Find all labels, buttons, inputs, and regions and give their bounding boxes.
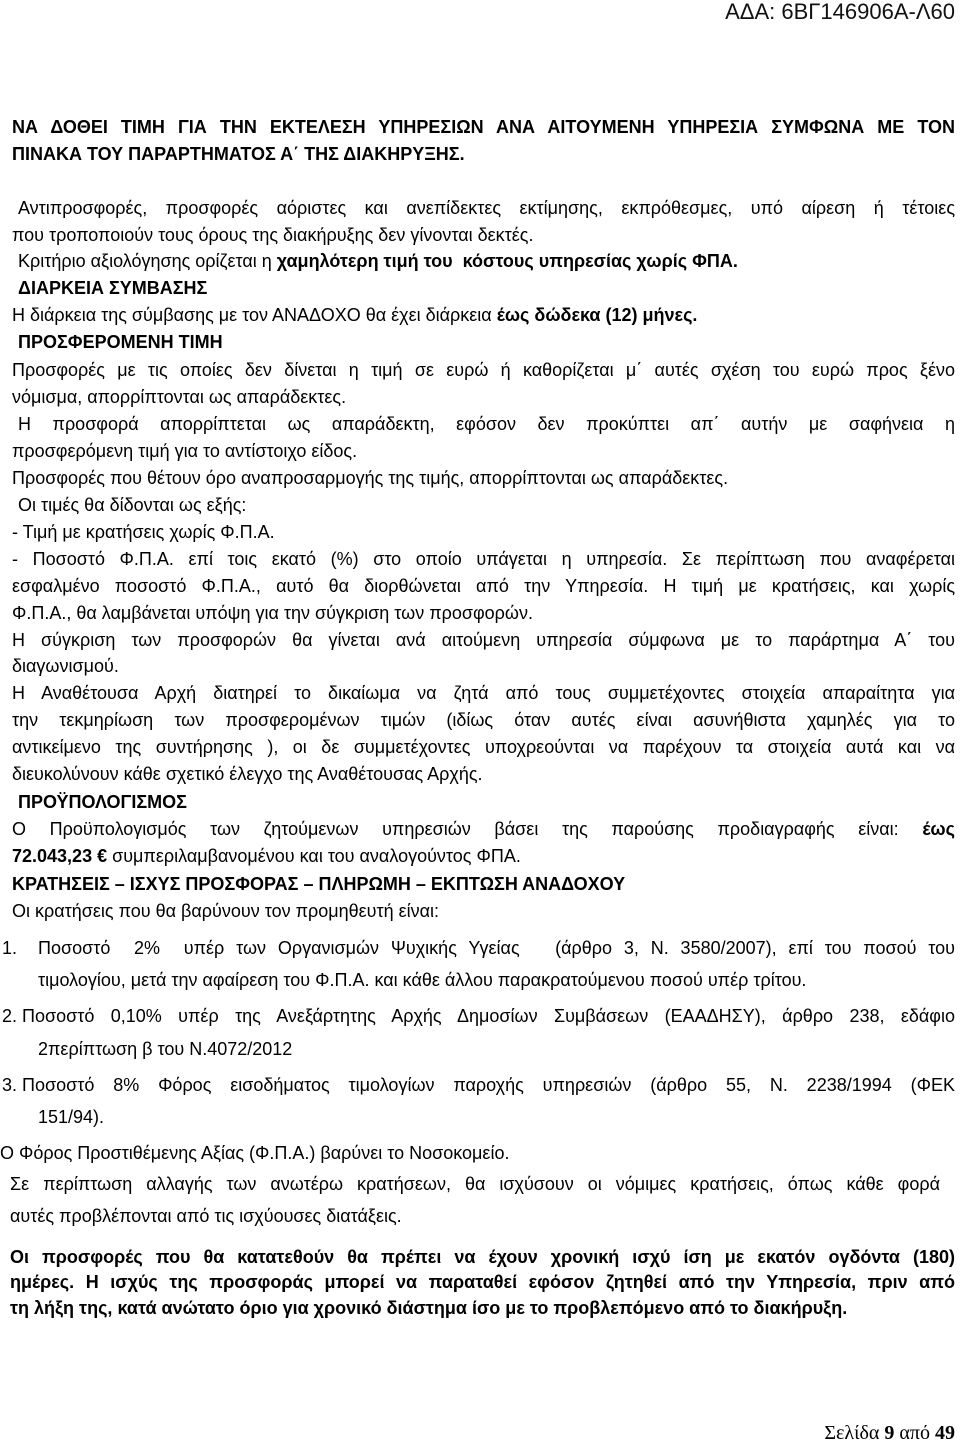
currency-rule-line: νόμισμα, απορρίπτονται ως απαράδεκτες.: [12, 387, 347, 407]
item-text: Ποσοστό 2% υπέρ των Οργανισμών Ψυχικής Υγείας (άρθρο 3, Ν. 3580/2007), επί του ποσού του: [38, 938, 955, 958]
change-note-line: αυτές προβλέπονται από τις ισχύουσες διατάξεις.: [10, 1206, 402, 1226]
duration-emphasis: έως δώδεκα (12) μήνες.: [496, 305, 698, 325]
budget-line: [12, 843, 521, 869]
section-heading: ΚΡΑΤΗΣΕΙΣ – ΙΣΧΥΣ ΠΡΟΣΦΟΡΑΣ – ΠΛΗΡΩΜΗ – ΕΚΠΤΩΣΗ ΑΝΑΔΟΧΟΥ: [12, 874, 626, 894]
page-number: [824, 1421, 955, 1445]
award-criterion-text: Κριτήριο αξιολόγησης ορίζεται η: [18, 251, 277, 271]
current-page: 9: [884, 1422, 895, 1444]
withholdings-intro: Οι κρατήσεις που θα βαρύνουν τον προμηθευτή είναι:: [12, 901, 440, 921]
section-heading: ΠΡΟΣΦΕΡΟΜΕΝΗ ΤΙΜΗ: [18, 332, 223, 352]
validity-line: τη λήξη της, κατά ανώτατο όριο για χρονικό διάστημα ίσο με το προβλεπόμενο από το διακήρυξη.: [10, 1298, 848, 1318]
section-heading: ΠΡΟΫΠΟΛΟΓΙΣΜΟΣ: [18, 792, 187, 812]
comparison-line: Η σύγκριση των προσφορών θα γίνεται ανά αιτούμενη υπηρεσία σύμφωνα με το παράρτημα Α΄ του: [12, 630, 955, 650]
vat-item-line: Φ.Π.Α., θα λαμβάνεται υπόψη για την σύγκριση των προσφορών.: [12, 603, 533, 623]
budget-line: [12, 816, 955, 842]
section-heading: ΔΙΑΡΚΕΙΑ ΣΥΜΒΑΣΗΣ: [18, 278, 208, 298]
vat-item-line: - Ποσοστό Φ.Π.Α. επί τοις εκατό (%) στο οποίο υπάγεται η υπηρεσία. Σε περίπτωση που αναφέρεται: [12, 549, 955, 569]
withholding-item: [2, 1072, 955, 1098]
item-number: 3.: [2, 1075, 18, 1095]
withholding-item: [2, 935, 955, 961]
withholding-item-continuation: τιμολογίου, μετά την αφαίρεση του Φ.Π.Α. και κάθε άλλου παρακρατούμενου ποσού υπέρ τρίτου.: [38, 970, 807, 990]
validity-line: ημέρες. Η ισχύς της προσφοράς μπορεί να παραταθεί εφόσον ζητηθεί από την Υπηρεσία, πριν από: [10, 1272, 955, 1292]
vat-note: Ο Φόρος Προστιθέμενης Αξίας (Φ.Π.Α.) βαρύνει το Νοσοκομείο.: [0, 1143, 510, 1163]
comparison-line: διαγωνισμού.: [12, 656, 119, 676]
budget-upto: έως: [922, 819, 955, 839]
clarity-rule-line: Η προσφορά απορρίπτεται ως απαράδεκτη, εφόσον δεν προκύπτει απ΄ αυτήν με σαφήνεια η: [18, 414, 955, 434]
rejection-line: Αντιπροσφορές, προσφορές αόριστες και ανεπίδεκτες εκτίμησης, εκπρόθεσμες, υπό αίρεση ή τέτοιες: [18, 198, 955, 218]
price-requirement-line: ΠΙΝΑΚΑ ΤΟΥ ΠΑΡΑΡΤΗΜΑΤΟΣ Α΄ ΤΗΣ ΔΙΑΚΗΡΥΞΗΣ.: [12, 144, 465, 164]
item-number: 1.: [2, 938, 18, 958]
authority-rights-line: διευκολύνουν κάθε σχετικό έλεγχο της Αναθέτουσας Αρχής.: [12, 764, 483, 784]
item-number: 2.: [2, 1006, 18, 1026]
authority-rights-line: αντικείμενο της συντήρησης ), οι δε συμμετέχοντες υποχρεούνται να παρέχουν τα στοιχεία αυτά και να: [12, 737, 955, 757]
currency-rule-line: Προσφορές με τις οποίες δεν δίνεται η τιμή σε ευρώ ή καθορίζεται μ΄ αυτές σχέση του ευρώ προς ξένο: [12, 360, 955, 380]
price-format-item: - Τιμή με κρατήσεις χωρίς Φ.Π.Α.: [12, 522, 275, 542]
award-criterion-emphasis: χαμηλότερη τιμή του κόστους υπηρεσίας χωρίς ΦΠΑ.: [276, 251, 738, 271]
authority-rights-line: Η Αναθέτουσα Αρχή διατηρεί το δικαίωμα να ζητά από τους συμμετέχοντες στοιχεία απαραίτητα για: [12, 683, 955, 703]
budget-suffix: συμπεριλαμβανομένου και του αναλογούντος ΦΠΑ.: [107, 846, 521, 866]
page-label: Σελίδα: [824, 1422, 880, 1444]
item-text: Ποσοστό 0,10% υπέρ της Ανεξάρτητης Αρχής Δημοσίων Συμβάσεων (ΕΑΑΔΗΣΥ), άρθρο 238, εδάφιο: [22, 1006, 955, 1026]
withholding-item-continuation: 2περίπτωση β του Ν.4072/2012: [38, 1039, 293, 1059]
total-pages: 49: [935, 1422, 955, 1444]
withholding-item: [2, 1003, 955, 1029]
contract-duration-text: [12, 302, 697, 328]
vat-item-line: εσφαλμένο ποσοστό Φ.Π.Α., αυτό θα διορθώνεται από την Υπηρεσία. Η τιμή με κρατήσεις, και χωρίς: [12, 576, 955, 596]
award-criterion: [18, 248, 738, 274]
item-text: Ποσοστό 8% Φόρος εισοδήματος τιμολογίων παροχής υπηρεσιών (άρθρο 55, Ν. 2238/1994 (ΦΕΚ: [22, 1075, 955, 1095]
change-note-line: Σε περίπτωση αλλαγής των ανωτέρω κρατήσεων, θα ισχύσουν οι νόμιμες κρατήσεις, όπως κάθε φορά: [10, 1174, 940, 1194]
budget-amount: 72.043,23 €: [12, 846, 108, 866]
rejection-line: που τροποποιούν τους όρους της διακήρυξης δεν γίνονται δεκτές.: [12, 225, 534, 245]
validity-line: Οι προσφορές που θα κατατεθούν θα πρέπει να έχουν χρονική ισχύ ίση με εκατόν ογδόντα (180): [10, 1247, 955, 1267]
budget-text: Ο Προϋπολογισμός των ζητούμενων υπηρεσιών βάσει της παρούσης προδιαγραφής είναι:: [12, 819, 923, 839]
clarity-rule-line: προσφερόμενη τιμή για το αντίστοιχο είδος.: [12, 441, 358, 461]
withholding-item-continuation: 151/94).: [38, 1107, 105, 1127]
page-of: από: [899, 1422, 930, 1444]
price-format-intro: Οι τιμές θα δίδονται ως εξής:: [18, 495, 247, 515]
price-requirement-line: ΝΑ ΔΟΘΕΙ ΤΙΜΗ ΓΙΑ ΤΗΝ ΕΚΤΕΛΕΣΗ ΥΠΗΡΕΣΙΩΝ ΑΝΑ ΑΙΤΟΥΜΕΝΗ ΥΠΗΡΕΣΙΑ ΣΥΜΦΩΝΑ ΜΕ ΤΟΝ: [12, 117, 955, 137]
authority-rights-line: την τεκμηρίωση των προσφερομένων τιμών (ιδίως όταν αυτές είναι ασυνήθιστα χαμηλές για το: [12, 710, 955, 730]
duration-text: Η διάρκεια της σύμβασης με τον ΑΝΑΔΟΧΟ θα έχει διάρκεια: [12, 305, 497, 325]
adjustment-rule: Προσφορές που θέτουν όρο αναπροσαρμογής της τιμής, απορρίπτονται ως απαράδεκτες.: [12, 468, 729, 488]
ada-code: ΑΔΑ: 6ΒΓ146906Α-Λ60: [725, 0, 955, 24]
